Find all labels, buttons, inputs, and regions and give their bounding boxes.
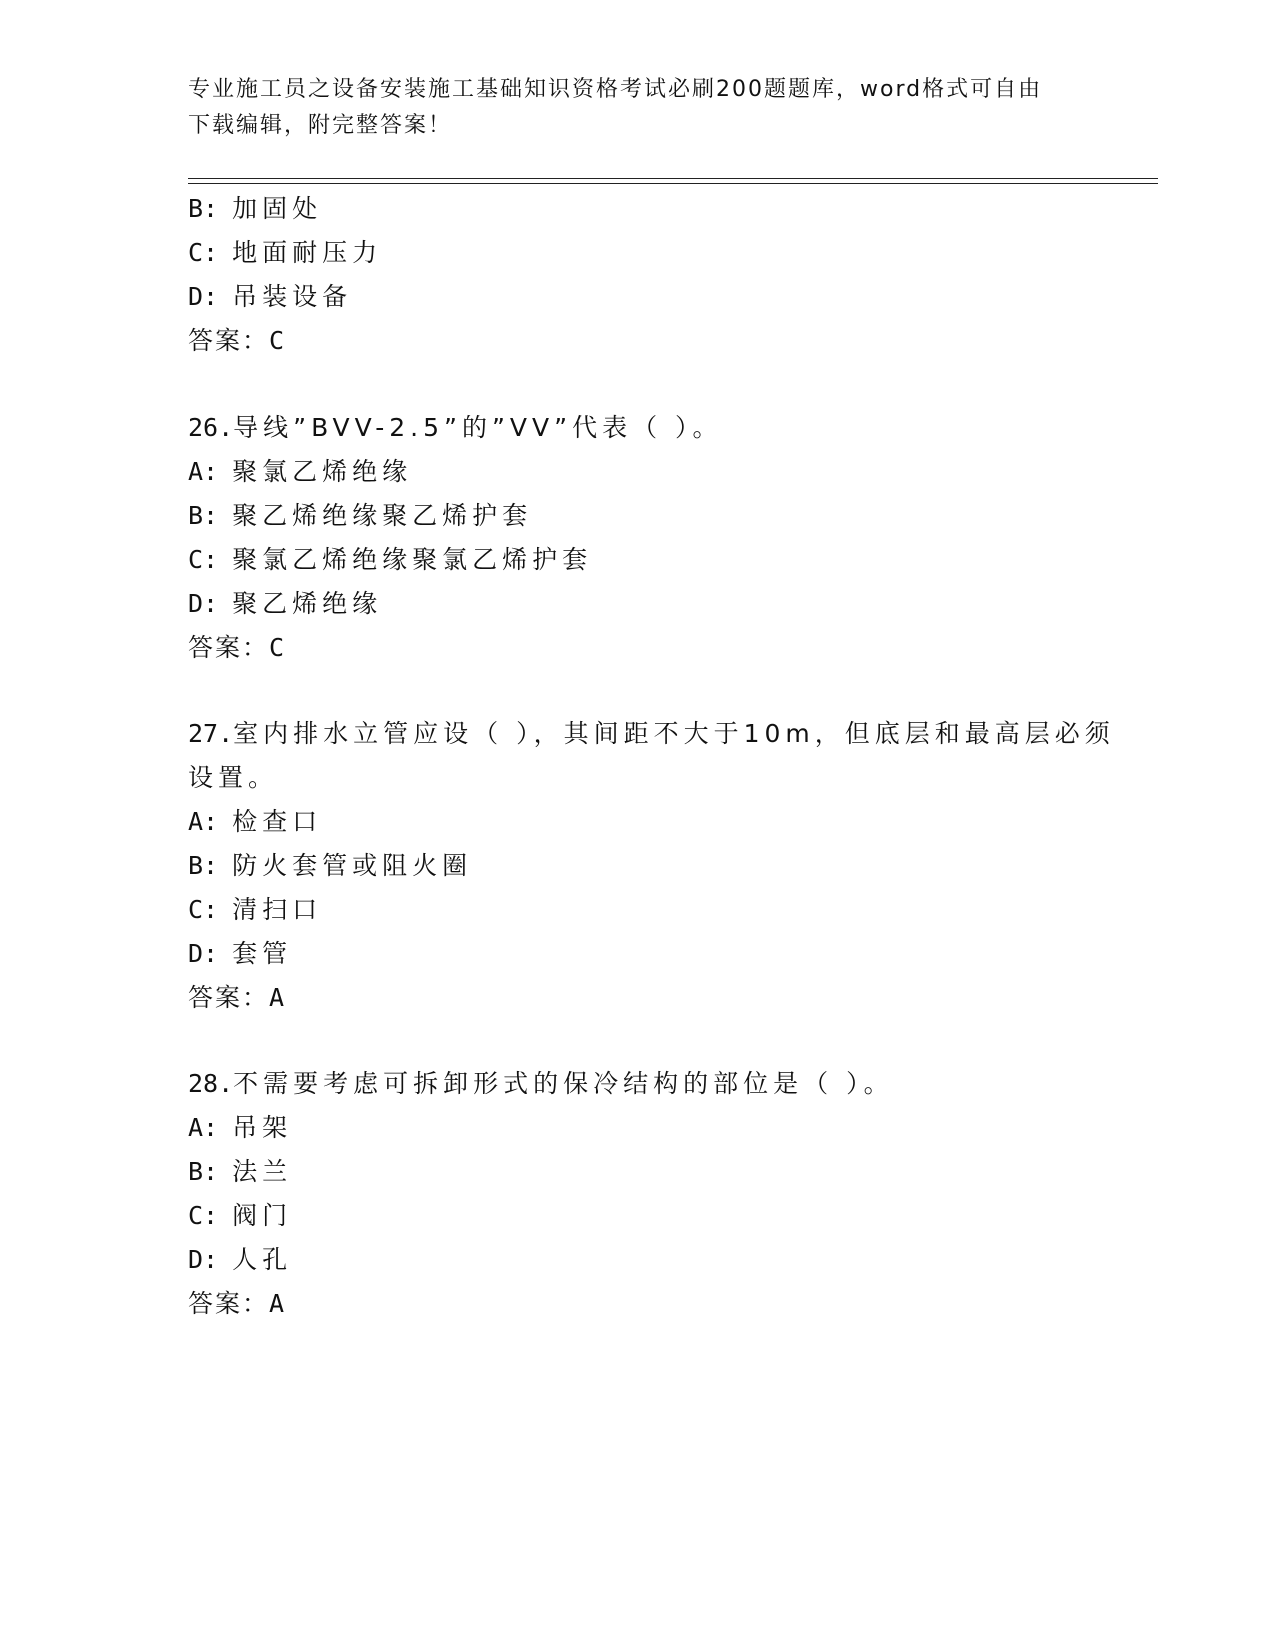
question-text-continued: 设置。 xyxy=(188,763,279,792)
option-line xyxy=(188,588,382,620)
option-line xyxy=(188,938,292,970)
option-line xyxy=(188,1112,292,1144)
question-stem: 导线”BVV-2.5”的”VV”代表（ ）。 xyxy=(233,413,723,442)
question-stem: 不需要考虑可拆卸形式的保冷结构的部位是（ ）。 xyxy=(233,1069,894,1098)
option-letter: A: xyxy=(188,457,219,486)
answer-label: 答案： xyxy=(188,326,270,355)
question-text xyxy=(188,718,1115,750)
option-letter: C: xyxy=(188,545,219,574)
header-line-1: 专业施工员之设备安装施工基础知识资格考试必刷200题题库，word格式可自由 xyxy=(188,77,1043,102)
document-header xyxy=(188,72,1088,144)
question-number: 27. xyxy=(188,719,234,748)
option-letter: D: xyxy=(188,939,219,968)
option-letter: C: xyxy=(188,238,219,267)
question-text xyxy=(188,412,723,444)
option-line xyxy=(188,193,322,225)
option-text: 清扫口 xyxy=(232,895,323,924)
option-letter: D: xyxy=(188,1245,219,1274)
option-line xyxy=(188,500,532,532)
option-line xyxy=(188,456,412,488)
answer-value: C xyxy=(269,326,287,355)
question-number: 28. xyxy=(188,1069,234,1098)
option-text: 聚乙烯绝缘聚乙烯护套 xyxy=(232,501,533,530)
option-line xyxy=(188,850,472,882)
option-text: 聚乙烯绝缘 xyxy=(232,589,383,618)
option-letter: B: xyxy=(188,851,219,880)
answer-line xyxy=(188,1288,286,1320)
option-letter: D: xyxy=(188,282,219,311)
option-line xyxy=(188,894,322,926)
option-line xyxy=(188,281,352,313)
option-text: 吊装设备 xyxy=(232,282,353,311)
option-text: 聚氯乙烯绝缘聚氯乙烯护套 xyxy=(232,545,593,574)
option-text: 法兰 xyxy=(232,1157,293,1186)
question-stem: 室内排水立管应设（ ），其间距不大于10m，但底层和最高层必须 xyxy=(233,719,1115,748)
answer-line xyxy=(188,632,286,664)
answer-value: A xyxy=(269,983,287,1012)
option-line xyxy=(188,237,382,269)
option-text: 人孔 xyxy=(232,1245,293,1274)
option-text: 防火套管或阻火圈 xyxy=(232,851,473,880)
header-divider-bottom xyxy=(188,183,1158,184)
answer-value: A xyxy=(269,1289,287,1318)
answer-label: 答案： xyxy=(188,983,270,1012)
answer-line xyxy=(188,982,286,1014)
option-letter: A: xyxy=(188,1113,219,1142)
question-number: 26. xyxy=(188,413,234,442)
option-text: 检查口 xyxy=(232,807,323,836)
option-line xyxy=(188,1200,292,1232)
question-text xyxy=(188,1068,894,1100)
option-text: 阀门 xyxy=(232,1201,293,1230)
option-text: 吊架 xyxy=(232,1113,293,1142)
option-text: 套管 xyxy=(232,939,293,968)
option-line xyxy=(188,1156,292,1188)
option-letter: C: xyxy=(188,895,219,924)
option-line xyxy=(188,1244,292,1276)
answer-label: 答案： xyxy=(188,1289,270,1318)
option-letter: C: xyxy=(188,1201,219,1230)
header-line-2: 下载编辑，附完整答案！ xyxy=(188,113,453,138)
answer-label: 答案： xyxy=(188,633,270,662)
option-text: 地面耐压力 xyxy=(232,238,383,267)
answer-value: C xyxy=(269,633,287,662)
option-line xyxy=(188,806,322,838)
option-letter: A: xyxy=(188,807,219,836)
option-line xyxy=(188,544,592,576)
answer-line xyxy=(188,325,286,357)
option-text: 加固处 xyxy=(232,194,323,223)
option-letter: B: xyxy=(188,1157,219,1186)
option-letter: D: xyxy=(188,589,219,618)
option-letter: B: xyxy=(188,194,219,223)
option-text: 聚氯乙烯绝缘 xyxy=(232,457,413,486)
header-divider-top xyxy=(188,178,1158,179)
option-letter: B: xyxy=(188,501,219,530)
